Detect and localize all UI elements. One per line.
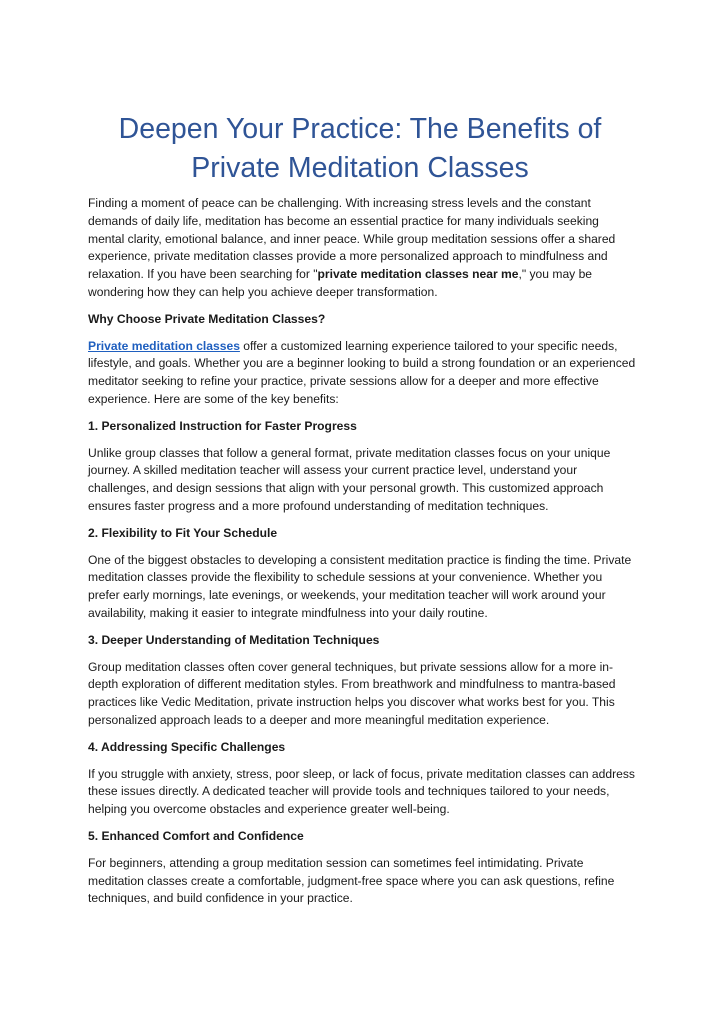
- section-5-paragraph: For beginners, attending a group meditation session can sometimes feel intimidating. Private meditation classes create a comfortable, judgment-free space where you can ask questions, refine techniques, and build confidence in your practice.: [88, 855, 615, 906]
- why-paragraph: [88, 338, 636, 409]
- intro-text-before: Finding a moment of peace can be challenging. With increasing stress levels and the constant demands of daily life, meditation has become an essential practice for many individuals seeking mental clarity, emotional balance, and inner peace. While group meditation sessions offer a shared experience, private meditation classes provide a more personalized approach to mindfulness and relaxation. If you have been searching for ": [88, 196, 616, 282]
- section-4-paragraph: If you struggle with anxiety, stress, poor sleep, or lack of focus, private meditation classes can address these issues directly. A dedicated teacher will provide tools and techniques tailored to your needs, helping you overcome obstacles and experience greater well-being.: [88, 766, 635, 817]
- section-4-heading: 4. Addressing Specific Challenges: [88, 739, 286, 754]
- section-2-paragraph: One of the biggest obstacles to developing a consistent meditation practice is finding the time. Private meditation classes provide the flexibility to schedule sessions at your convenience. Whether you prefer early mornings, late evenings, or weekends, your meditation teacher will work around your availability, making it easier to integrate mindfulness into your daily routine.: [88, 552, 632, 620]
- title-line-1: Deepen Your Practice: The Benefits of: [118, 113, 602, 145]
- section-3-heading: 3. Deeper Understanding of Meditation Techniques: [88, 632, 380, 647]
- intro-bold-phrase: private meditation classes near me: [317, 267, 519, 282]
- section-3-paragraph: Group meditation classes often cover general techniques, but private sessions allow for a more in-depth exploration of different meditation styles. From breathwork and mindfulness to mantra-based practices like Vedic Meditation, private instruction helps you discover what works best for you. This personalized approach leads to a deeper and more meaningful meditation experience.: [88, 659, 616, 727]
- article-body: [88, 195, 636, 917]
- title-line-2: Private Meditation Classes: [191, 152, 529, 184]
- private-meditation-classes-link[interactable]: Private meditation classes: [88, 338, 240, 353]
- intro-paragraph: [88, 195, 636, 302]
- why-heading: Why Choose Private Meditation Classes?: [88, 311, 326, 326]
- page-title: [0, 110, 720, 188]
- why-text: offer a customized learning experience tailored to your specific needs, lifestyle, and goals. Whether you are a beginner looking to build a strong foundation or an experienced meditator seeking to refine your practice, private sessions allow for a deeper and more effective experience. Here are some of the key benefits:: [88, 338, 636, 406]
- section-1-heading: 1. Personalized Instruction for Faster Progress: [88, 418, 357, 433]
- section-2-heading: 2. Flexibility to Fit Your Schedule: [88, 525, 278, 540]
- section-1-paragraph: Unlike group classes that follow a general format, private meditation classes focus on your unique journey. A skilled meditation teacher will assess your current practice level, understand your challenges, and design sessions that align with your personal growth. This customized approach ensures faster progress and a more profound understanding of meditation techniques.: [88, 445, 611, 513]
- section-5-heading: 5. Enhanced Comfort and Confidence: [88, 828, 304, 843]
- intro-text-after: ," you may be wondering how they can help you achieve deeper transformation.: [88, 267, 593, 299]
